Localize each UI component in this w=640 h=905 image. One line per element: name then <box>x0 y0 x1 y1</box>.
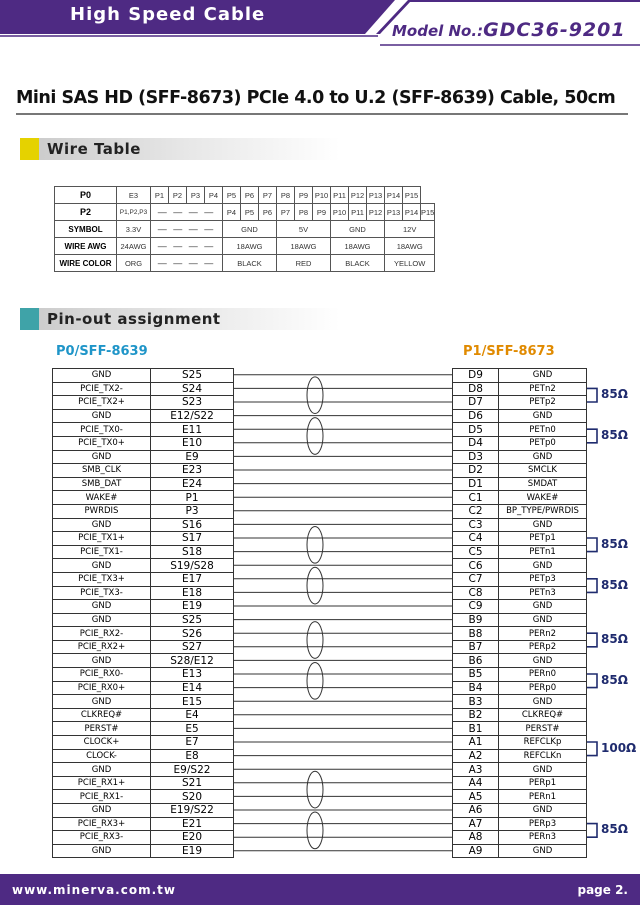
impedance-label: 85Ω <box>601 577 628 592</box>
cell: P11 <box>349 204 367 221</box>
pin-number: E12/S22 <box>150 410 234 423</box>
pin-number: S20 <box>150 790 234 803</box>
cell: P8 <box>277 187 295 204</box>
cell: P1,P2,P3 <box>117 204 151 221</box>
pin-number: A1 <box>452 736 498 749</box>
signal-name: GND <box>52 451 150 464</box>
row-label-p2: P2 <box>55 204 117 221</box>
cell: 12V <box>385 221 435 238</box>
signal-name: PETn3 <box>498 587 587 600</box>
pin-number: E20 <box>150 831 234 844</box>
signal-name: PERST# <box>498 722 587 735</box>
pin-number: E24 <box>150 478 234 491</box>
signal-name: GND <box>498 804 587 817</box>
twisted-pair-marker <box>307 812 323 849</box>
model-number: GDC36-9201 <box>483 19 626 41</box>
pin-number: A7 <box>452 818 498 831</box>
impedance-label: 85Ω <box>601 822 628 837</box>
cell: P5 <box>223 187 241 204</box>
row-label-color: WIRE COLOR <box>55 255 117 272</box>
pin-number: D8 <box>452 383 498 396</box>
signal-name: PCIE_RX2+ <box>52 641 150 654</box>
cell: P9 <box>295 187 313 204</box>
impedance-bracket <box>587 633 597 647</box>
signal-name: GND <box>498 614 587 627</box>
signal-name: GND <box>498 654 587 667</box>
pin-number: D1 <box>452 478 498 491</box>
pin-number: S21 <box>150 777 234 790</box>
left-connector-title: P0/SFF-8639 <box>56 344 148 359</box>
cell: P7 <box>259 187 277 204</box>
cell: P14 <box>403 204 421 221</box>
pin-number: B1 <box>452 722 498 735</box>
twisted-pair-marker <box>307 622 323 659</box>
pin-number: C4 <box>452 532 498 545</box>
pin-number: E17 <box>150 573 234 586</box>
signal-name: GND <box>498 845 587 858</box>
signal-name: PCIE_TX2- <box>52 383 150 396</box>
impedance-label: 85Ω <box>601 632 628 646</box>
pin-number: B9 <box>452 614 498 627</box>
pin-number: D3 <box>452 451 498 464</box>
pin-number: E15 <box>150 695 234 708</box>
twisted-pair-marker <box>307 418 323 455</box>
cell: 18AWG <box>277 238 331 255</box>
signal-name: SMDAT <box>498 478 587 491</box>
pin-number: E19 <box>150 845 234 858</box>
pin-number: E10 <box>150 437 234 450</box>
signal-name: GND <box>498 559 587 572</box>
cell: P13 <box>385 204 403 221</box>
impedance-bracket <box>587 388 597 402</box>
twisted-pair-marker <box>307 526 323 563</box>
pin-number: S17 <box>150 532 234 545</box>
pin-number: B4 <box>452 682 498 695</box>
footer-url: www.minerva.com.tw <box>12 883 176 897</box>
pin-number: A8 <box>452 831 498 844</box>
signal-name: WAKE# <box>52 491 150 504</box>
pin-number: C6 <box>452 559 498 572</box>
pin-number: E21 <box>150 818 234 831</box>
twisted-pair-marker <box>307 662 323 699</box>
signal-name: CLKREQ# <box>498 709 587 722</box>
signal-name: PCIE_TX3+ <box>52 573 150 586</box>
cell: 5V <box>277 221 331 238</box>
signal-name: SMB_DAT <box>52 478 150 491</box>
right-connector-title: P1/SFF-8673 <box>463 344 555 359</box>
signal-name: REFCLKp <box>498 736 587 749</box>
signal-name: GND <box>52 763 150 776</box>
signal-name: PCIE_RX3- <box>52 831 150 844</box>
cell: BLACK <box>223 255 277 272</box>
pin-number: E7 <box>150 736 234 749</box>
cell: GND <box>223 221 277 238</box>
cell: P2 <box>169 187 187 204</box>
pin-number: E18 <box>150 587 234 600</box>
cell: P9 <box>313 204 331 221</box>
pin-number: S26 <box>150 627 234 640</box>
signal-name: PCIE_RX0+ <box>52 682 150 695</box>
signal-name: GND <box>498 695 587 708</box>
signal-name: GND <box>52 559 150 572</box>
impedance-label: 85Ω <box>601 428 628 442</box>
signal-name: PCIE_RX1- <box>52 790 150 803</box>
page-title: Mini SAS HD (SFF-8673) PCIe 4.0 to U.2 (SFF-8639) Cable, 50cm <box>16 88 616 108</box>
cell: 18AWG <box>223 238 277 255</box>
signal-name: GND <box>52 369 150 382</box>
pin-number: A5 <box>452 790 498 803</box>
impedance-bracket <box>587 579 597 593</box>
signal-name: GND <box>498 369 587 382</box>
impedance-bracket <box>587 429 597 443</box>
signal-name: PETn2 <box>498 383 587 396</box>
pin-number: A9 <box>452 845 498 858</box>
signal-name: PCIE_TX0- <box>52 423 150 436</box>
signal-name: PERn0 <box>498 668 587 681</box>
signal-name: GND <box>52 695 150 708</box>
cell: 18AWG <box>331 238 385 255</box>
pin-number: A6 <box>452 804 498 817</box>
pin-number: S27 <box>150 641 234 654</box>
signal-name: PERn2 <box>498 627 587 640</box>
pin-number: D9 <box>452 369 498 382</box>
pin-number: A3 <box>452 763 498 776</box>
pin-number: B6 <box>452 654 498 667</box>
pin-number: P1 <box>150 491 234 504</box>
pin-number: A4 <box>452 777 498 790</box>
impedance-label: 85Ω <box>601 387 628 402</box>
pin-number: B8 <box>452 627 498 640</box>
pin-number: S16 <box>150 519 234 532</box>
cell: 24AWG <box>117 238 151 255</box>
pin-number: S23 <box>150 396 234 409</box>
pin-number: E8 <box>150 750 234 763</box>
signal-name: GND <box>52 845 150 858</box>
signal-name: PETp3 <box>498 573 587 586</box>
cell: P6 <box>259 204 277 221</box>
signal-name: GND <box>498 763 587 776</box>
cell: 3.3V <box>117 221 151 238</box>
pin-number: C8 <box>452 587 498 600</box>
pin-number: D2 <box>452 464 498 477</box>
signal-name: PCIE_TX1+ <box>52 532 150 545</box>
signal-name: PCIE_RX1+ <box>52 777 150 790</box>
pin-number: B2 <box>452 709 498 722</box>
pin-number: E9 <box>150 451 234 464</box>
pin-number: E14 <box>150 682 234 695</box>
pin-number: C7 <box>452 573 498 586</box>
cell-dash: — — — — <box>151 255 223 272</box>
signal-name: GND <box>498 410 587 423</box>
pinout-heading: Pin-out assignment <box>47 310 221 328</box>
signal-name: SMB_CLK <box>52 464 150 477</box>
signal-name: PERp0 <box>498 682 587 695</box>
cell: P7 <box>277 204 295 221</box>
signal-name: PCIE_TX1- <box>52 546 150 559</box>
cell: P13 <box>367 187 385 204</box>
impedance-label: 85Ω <box>601 536 628 551</box>
signal-name: GND <box>498 519 587 532</box>
signal-name: PERn3 <box>498 831 587 844</box>
cell: P1 <box>151 187 169 204</box>
signal-name: GND <box>498 600 587 613</box>
pin-number: E9/S22 <box>150 763 234 776</box>
impedance-bracket <box>587 742 597 756</box>
signal-name: PERn1 <box>498 790 587 803</box>
cell: P4 <box>205 187 223 204</box>
impedance-bracket <box>587 538 597 552</box>
cell: GND <box>331 221 385 238</box>
twisted-pair-marker <box>307 377 323 414</box>
signal-name: PETp0 <box>498 437 587 450</box>
pin-number: S19/S28 <box>150 559 234 572</box>
cell-dash: — — — — <box>151 204 223 221</box>
cell: P10 <box>313 187 331 204</box>
signal-name: REFCLKn <box>498 750 587 763</box>
pin-number: E13 <box>150 668 234 681</box>
cell: P5 <box>241 204 259 221</box>
signal-name: PERST# <box>52 722 150 735</box>
signal-name: CLOCK+ <box>52 736 150 749</box>
pin-number: B3 <box>452 695 498 708</box>
signal-name: GND <box>52 410 150 423</box>
header-title: High Speed Cable <box>70 4 266 25</box>
signal-name: GND <box>52 614 150 627</box>
signal-name: PCIE_RX0- <box>52 668 150 681</box>
twisted-pair-marker <box>307 567 323 604</box>
cell: 18AWG <box>385 238 435 255</box>
impedance-bracket <box>587 824 597 838</box>
cell: P11 <box>331 187 349 204</box>
cell-dash: — — — — <box>151 221 223 238</box>
pin-number: C2 <box>452 505 498 518</box>
signal-name: PWRDIS <box>52 505 150 518</box>
cell: P12 <box>349 187 367 204</box>
pin-number: D5 <box>452 423 498 436</box>
pin-number: D4 <box>452 437 498 450</box>
pin-number: E4 <box>150 709 234 722</box>
signal-name: PCIE_TX3- <box>52 587 150 600</box>
pin-number: S18 <box>150 546 234 559</box>
signal-name: CLOCK- <box>52 750 150 763</box>
pin-number: S28/E12 <box>150 654 234 667</box>
pin-number: E19/S22 <box>150 804 234 817</box>
pin-number: B7 <box>452 641 498 654</box>
cell-dash: — — — — <box>151 238 223 255</box>
signal-name: PETp2 <box>498 396 587 409</box>
signal-name: PCIE_TX2+ <box>52 396 150 409</box>
signal-name: PCIE_RX3+ <box>52 818 150 831</box>
pin-number: E5 <box>150 722 234 735</box>
cell: P6 <box>241 187 259 204</box>
cell: P3 <box>187 187 205 204</box>
pin-number: P3 <box>150 505 234 518</box>
page-number: page 2. <box>577 883 628 897</box>
pin-number: E11 <box>150 423 234 436</box>
signal-name: PCIE_TX0+ <box>52 437 150 450</box>
signal-name: SMCLK <box>498 464 587 477</box>
signal-name: GND <box>52 654 150 667</box>
cell: RED <box>277 255 331 272</box>
pin-number: S25 <box>150 369 234 382</box>
pin-number: A2 <box>452 750 498 763</box>
row-label-awg: WIRE AWG <box>55 238 117 255</box>
signal-name: WAKE# <box>498 491 587 504</box>
pin-number: C1 <box>452 491 498 504</box>
cell: P10 <box>331 204 349 221</box>
pin-number: E19 <box>150 600 234 613</box>
model-label: Model No.: <box>392 22 484 40</box>
pin-number: S24 <box>150 383 234 396</box>
signal-name: GND <box>498 451 587 464</box>
cell: ORG <box>117 255 151 272</box>
signal-name: GND <box>52 519 150 532</box>
pin-number: E23 <box>150 464 234 477</box>
pin-number: D6 <box>452 410 498 423</box>
pin-number: B5 <box>452 668 498 681</box>
signal-name: GND <box>52 804 150 817</box>
signal-name: GND <box>52 600 150 613</box>
signal-name: PETp1 <box>498 532 587 545</box>
pin-number: C5 <box>452 546 498 559</box>
cell: P15 <box>421 204 435 221</box>
signal-name: BP_TYPE/PWRDIS <box>498 505 587 518</box>
impedance-bracket <box>587 674 597 688</box>
signal-name: PERp1 <box>498 777 587 790</box>
impedance-label: 100Ω <box>601 740 637 755</box>
cell: P4 <box>223 204 241 221</box>
signal-name: PERp3 <box>498 818 587 831</box>
impedance-label: 85Ω <box>601 672 628 687</box>
row-label-p0: P0 <box>55 187 117 204</box>
footer-bar <box>0 874 640 905</box>
pin-number: C3 <box>452 519 498 532</box>
signal-name: PCIE_RX2- <box>52 627 150 640</box>
cell: E3 <box>117 187 151 204</box>
cell: BLACK <box>331 255 385 272</box>
cell: P8 <box>295 204 313 221</box>
pin-number: C9 <box>452 600 498 613</box>
signal-name: CLKREQ# <box>52 709 150 722</box>
cell: YELLOW <box>385 255 435 272</box>
row-label-symbol: SYMBOL <box>55 221 117 238</box>
pin-number: S25 <box>150 614 234 627</box>
cell: P14 <box>385 187 403 204</box>
signal-name: PETn1 <box>498 546 587 559</box>
cell: P12 <box>367 204 385 221</box>
signal-name: PETn0 <box>498 423 587 436</box>
signal-name: PERp2 <box>498 641 587 654</box>
pin-number: D7 <box>452 396 498 409</box>
twisted-pair-marker <box>307 771 323 808</box>
wire-table-heading: Wire Table <box>47 140 141 158</box>
cell: P15 <box>403 187 421 204</box>
